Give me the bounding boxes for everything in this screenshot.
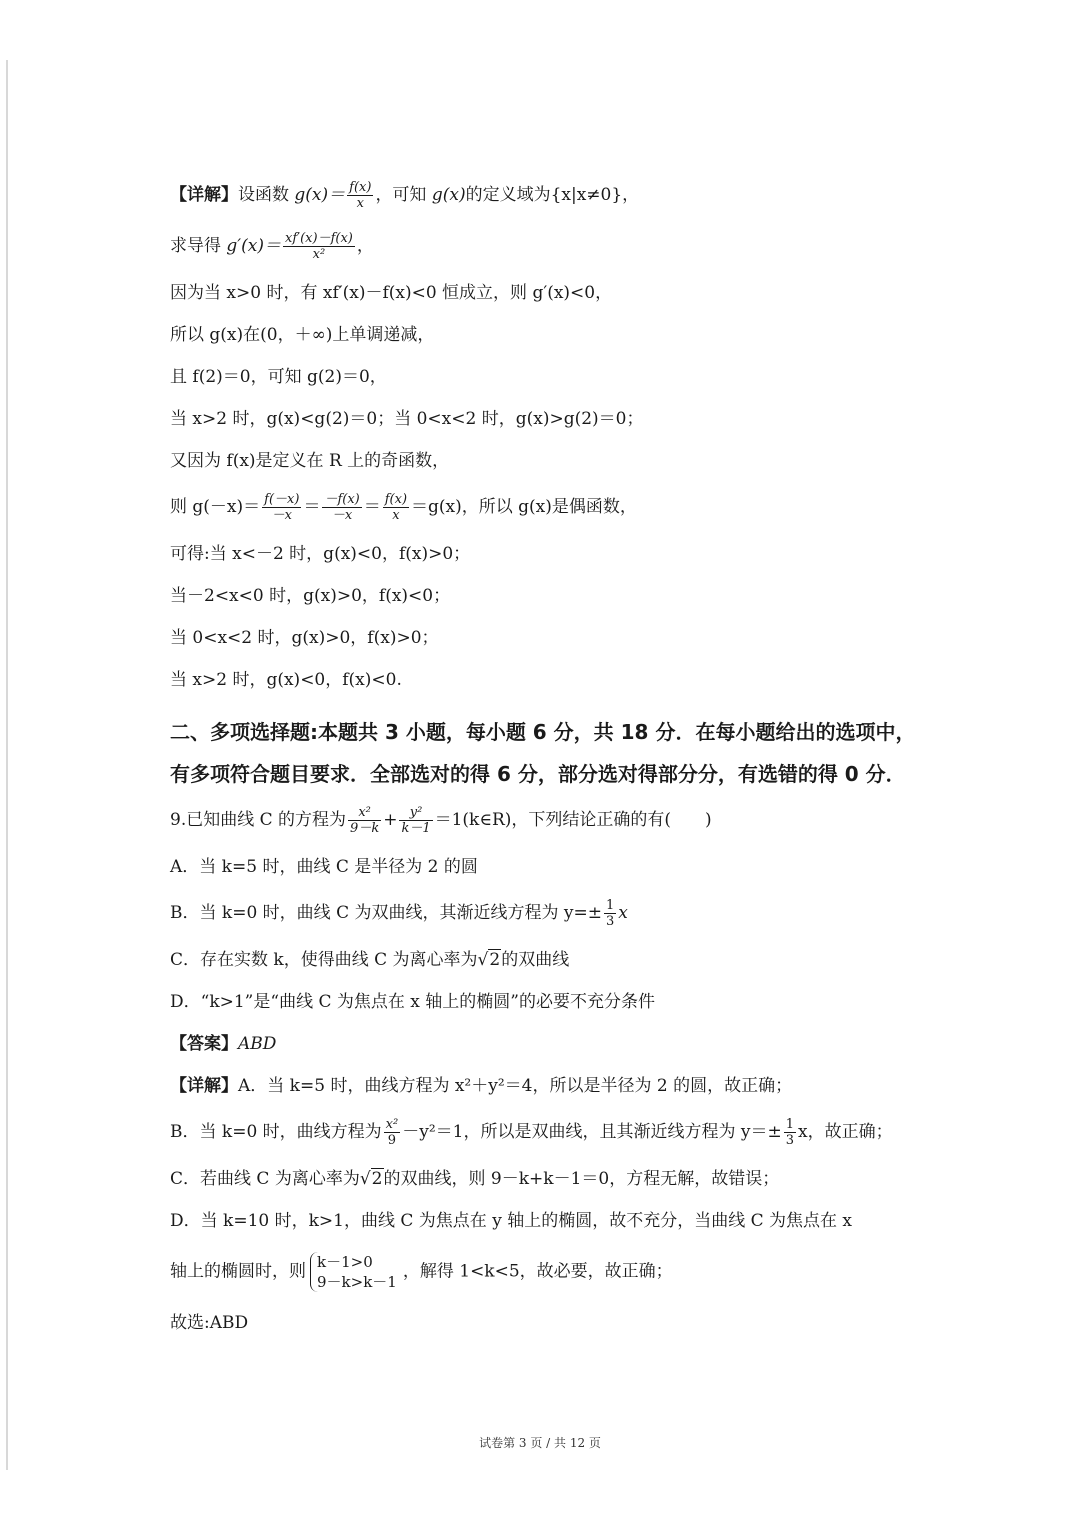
numerator: x²	[385, 1117, 399, 1132]
text: g(x)＝	[294, 185, 346, 205]
answer-tag: 【答案】	[170, 1034, 238, 1054]
numerator: 1	[785, 1117, 794, 1132]
sqrt: √2	[359, 1169, 383, 1189]
detail-line-8	[170, 492, 930, 523]
detail-line-11: 当 0<x<2 时，g(x)>0，f(x)>0；	[170, 628, 439, 648]
equals: ＝	[363, 497, 381, 517]
text: 则 g(－x)＝	[170, 497, 261, 517]
denominator: －x	[331, 508, 353, 523]
detail-line-4: 所以 g(x)在(0，＋∞)上单调递减，	[170, 325, 435, 345]
numerator: xf′(x)－f(x)	[285, 231, 353, 246]
text: x，故正确；	[798, 1122, 893, 1142]
detail-d-2	[170, 1252, 930, 1292]
option-c	[170, 949, 930, 971]
sqrt: √2	[477, 950, 501, 970]
fraction	[784, 1117, 796, 1148]
text: 的双曲线，则 9－k+k－1＝0，方程无解，故错误；	[383, 1169, 780, 1189]
text: B．当 k=0 时，曲线方程为	[170, 1122, 382, 1142]
text: －y²＝1，所以是双曲线，且其渐近线方程为 y＝±	[402, 1122, 782, 1142]
section-heading: 二、多项选择题:本题共 3 小题，每小题 6 分，共 18 分．在每小题给出的选项中，有多项符合题目要求．全部选对的得 6 分，部分选对得部分分，有选错的得 0 分．	[170, 720, 916, 786]
text: C．若曲线 C 为离心率为	[170, 1169, 360, 1189]
radicand: 2	[489, 950, 501, 970]
detail-c	[170, 1168, 930, 1190]
denominator: x²	[312, 247, 326, 262]
text: 求导得	[170, 236, 227, 256]
text: g′(x)＝	[226, 236, 282, 256]
detail-line-2	[170, 231, 930, 262]
fraction	[322, 492, 361, 523]
detail-line-5: 且 f(2)＝0，可知 g(2)＝0，	[170, 367, 387, 387]
detail-line-3: 因为当 x>0 时，有 xf′(x)－f(x)<0 恒成立，则 g′(x)<0，	[170, 283, 613, 303]
numerator: x²	[348, 805, 381, 821]
question-9-stem	[170, 805, 930, 836]
detail-tag: 【详解】	[170, 1076, 238, 1096]
system-brace	[310, 1252, 397, 1292]
denominator: －x	[271, 508, 292, 523]
denominator: k－1	[401, 821, 431, 836]
plus: +	[383, 810, 398, 830]
text: ＝1(k∈R)，下列结论正确的有( )	[434, 810, 712, 830]
denominator: x	[392, 508, 400, 523]
page-footer: 试卷第 3 页 / 共 12 页	[479, 1436, 601, 1450]
numerator: f(x)	[349, 180, 372, 195]
text: ，	[356, 236, 374, 256]
detail-line-7: 又因为 f(x)是定义在 R 上的奇函数，	[170, 451, 450, 471]
denominator: 3	[605, 914, 615, 929]
text: 的双曲线	[501, 950, 570, 970]
text: 轴上的椭圆时，则	[170, 1261, 306, 1282]
denominator: 9	[387, 1133, 397, 1148]
text: g(x)	[431, 185, 466, 205]
fraction	[283, 231, 355, 262]
fraction	[348, 805, 381, 836]
fraction	[262, 492, 301, 523]
scan-edge	[6, 60, 8, 1470]
text: 设函数	[238, 185, 295, 205]
numerator: f(－x)	[264, 492, 300, 507]
text: ，解得 1<k<5，故必要，故正确；	[402, 1261, 673, 1282]
system-row: k－1>0	[317, 1253, 373, 1271]
text: 的定义域为{x|x≠0}，	[465, 185, 640, 205]
radicand: 2	[371, 1169, 383, 1189]
system-row: 9－k>k－1	[317, 1273, 397, 1291]
fraction	[347, 180, 373, 211]
numerator: f(x)	[384, 492, 408, 507]
text: ＝g(x)，所以 g(x)是偶函数，	[411, 497, 637, 517]
denominator: x	[356, 196, 364, 211]
text: ，可知	[375, 185, 432, 205]
document-page	[170, 180, 930, 1354]
fraction	[399, 805, 432, 836]
fraction	[384, 1117, 401, 1148]
detail-line-6: 当 x>2 时，g(x)<g(2)＝0；当 0<x<2 时，g(x)>g(2)＝0；	[170, 409, 644, 429]
option-a: A．当 k=5 时，曲线 C 是半径为 2 的圆	[170, 857, 478, 877]
answer-value: ABD	[238, 1034, 277, 1054]
final-answer: 故选:ABD	[170, 1313, 249, 1333]
denominator: 9－k	[350, 821, 380, 836]
text: x	[618, 903, 628, 923]
denominator: 3	[785, 1133, 794, 1148]
text: C．存在实数 k，使得曲线 C 为离心率为	[170, 950, 478, 970]
detail-line-9: 可得:当 x<－2 时，g(x)<0，f(x)>0；	[170, 544, 471, 564]
detail-a	[170, 1075, 930, 1097]
option-d: D．“k>1”是“曲线 C 为焦点在 x 轴上的椭圆”的必要不充分条件	[170, 992, 655, 1012]
fraction	[604, 898, 616, 929]
detail-line-12: 当 x>2 时，g(x)<0，f(x)<0.	[170, 670, 402, 690]
detail-b	[170, 1117, 930, 1148]
numerator: y²	[399, 805, 432, 821]
answer-line	[170, 1033, 930, 1055]
detail-line-1	[170, 180, 930, 211]
option-b	[170, 898, 930, 929]
text: B．当 k=0 时，曲线 C 为双曲线，其渐近线方程为 y=±	[170, 903, 602, 923]
detail-line-10: 当－2<x<0 时，g(x)>0，f(x)<0；	[170, 586, 451, 606]
text: A．当 k=5 时，曲线方程为 x²＋y²＝4，所以是半径为 2 的圆，故正确；	[238, 1076, 793, 1096]
text: 9.已知曲线 C 的方程为	[170, 810, 347, 830]
numerator: 1	[605, 898, 615, 913]
equals: ＝	[303, 497, 321, 517]
detail-d-1: D．当 k=10 时，k>1，曲线 C 为焦点在 y 轴上的椭圆，故不充分，当曲线 C 为焦点在 x	[170, 1211, 853, 1231]
numerator: －f(x)	[324, 492, 360, 507]
fraction	[383, 492, 409, 523]
detail-tag: 【详解】	[170, 185, 238, 205]
